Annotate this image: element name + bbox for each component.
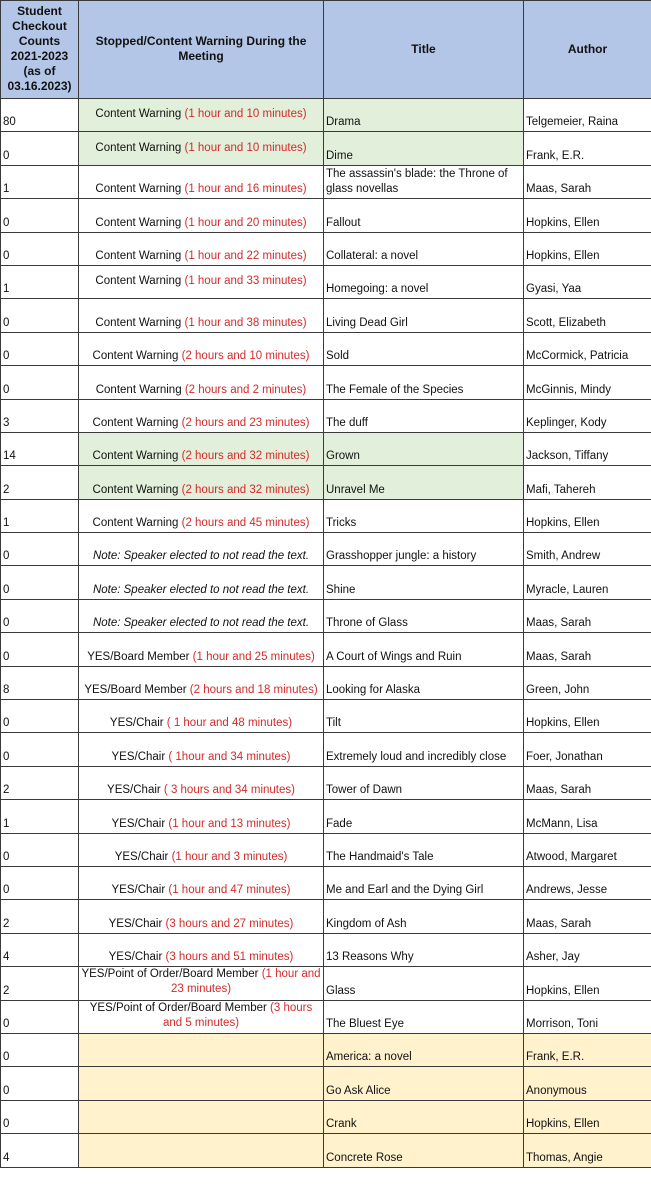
table-row	[1, 833, 651, 866]
table-row	[1, 666, 651, 699]
checkout-count-cell[interactable]: 0	[1, 332, 79, 365]
status-cell[interactable]	[79, 1000, 324, 1033]
table-row	[1, 366, 651, 399]
timing-text: (1 hour and 25 minutes)	[192, 650, 315, 663]
title-cell[interactable]: A Court of Wings and Ruin	[324, 633, 524, 666]
status-cell[interactable]	[79, 866, 324, 899]
title-cell[interactable]: Glass	[324, 967, 524, 1000]
table-row	[1, 99, 651, 132]
status-text: Content Warning	[92, 450, 179, 463]
status-text: Content Warning	[95, 383, 182, 396]
author-cell[interactable]: Scott, Elizabeth	[524, 299, 651, 332]
status-cell[interactable]	[79, 1067, 324, 1100]
checkout-count-cell[interactable]: 0	[1, 1033, 79, 1066]
timing-text: (1 hour and 23 minutes)	[170, 968, 321, 996]
status-text: Note: Speaker elected to not read the text.	[92, 617, 310, 630]
header-row	[1, 1, 651, 99]
title-cell[interactable]: Concrete Rose	[324, 1134, 524, 1167]
table-body	[1, 99, 651, 1168]
checkout-count-cell[interactable]: 0	[1, 1100, 79, 1133]
status-cell[interactable]	[79, 766, 324, 799]
checkout-count-cell[interactable]: 0	[1, 833, 79, 866]
author-cell[interactable]: Thomas, Angie	[524, 1134, 651, 1167]
checkout-count-cell[interactable]: 0	[1, 232, 79, 265]
timing-text: (1 hour and 3 minutes)	[171, 850, 288, 863]
timing-text: (2 hours and 45 minutes)	[181, 517, 310, 530]
table-row	[1, 967, 651, 1000]
table-row	[1, 1100, 651, 1133]
status-cell[interactable]	[79, 99, 324, 132]
author-cell[interactable]: Morrison, Toni	[524, 1000, 651, 1033]
author-cell[interactable]: McGinnis, Mindy	[524, 366, 651, 399]
author-cell[interactable]: Maas, Sarah	[524, 900, 651, 933]
author-cell[interactable]: McMann, Lisa	[524, 800, 651, 833]
timing-text: (2 hours and 10 minutes)	[181, 350, 310, 363]
timing-text: (1 hour and 10 minutes)	[184, 141, 307, 154]
status-cell[interactable]	[79, 199, 324, 232]
status-cell[interactable]	[79, 165, 324, 198]
timing-text: (3 hours and 51 minutes)	[165, 951, 294, 964]
checkout-count-cell[interactable]: 0	[1, 566, 79, 599]
title-cell[interactable]: Fade	[324, 800, 524, 833]
author-cell[interactable]: Hopkins, Ellen	[524, 700, 651, 733]
table-row	[1, 466, 651, 499]
timing-text: (2 hours and 2 minutes)	[184, 383, 307, 396]
status-text: Content Warning	[95, 249, 182, 262]
status-cell[interactable]	[79, 432, 324, 465]
status-cell[interactable]	[79, 900, 324, 933]
checkout-count-cell[interactable]: 3	[1, 399, 79, 432]
checkout-count-cell[interactable]: 0	[1, 700, 79, 733]
timing-text: (1 hour and 33 minutes)	[184, 275, 307, 288]
status-text: Note: Speaker elected to not read the text.	[92, 550, 310, 563]
title-cell[interactable]: 13 Reasons Why	[324, 933, 524, 966]
timing-text: (1 hour and 47 minutes)	[168, 884, 291, 897]
checkout-count-cell[interactable]: 0	[1, 599, 79, 632]
title-cell[interactable]: Grown	[324, 432, 524, 465]
status-cell[interactable]	[79, 599, 324, 632]
author-cell[interactable]: Andrews, Jesse	[524, 866, 651, 899]
author-cell[interactable]: Gyasi, Yaa	[524, 265, 651, 298]
title-cell[interactable]: The Handmaid's Tale	[324, 833, 524, 866]
author-cell[interactable]: Smith, Andrew	[524, 533, 651, 566]
status-text: Note: Speaker elected to not read the text.	[92, 583, 310, 596]
header-status[interactable]: Stopped/Content Warning During the Meeting	[79, 1, 324, 99]
checkout-count-cell[interactable]: 1	[1, 499, 79, 532]
table-row	[1, 599, 651, 632]
author-cell[interactable]: Jackson, Tiffany	[524, 432, 651, 465]
table-row	[1, 566, 651, 599]
status-cell[interactable]	[79, 1134, 324, 1167]
status-cell[interactable]	[79, 733, 324, 766]
table-row	[1, 933, 651, 966]
title-cell[interactable]: America: a novel	[324, 1033, 524, 1066]
checkout-count-cell[interactable]: 0	[1, 1000, 79, 1033]
status-text: YES/Point of Order/Board Member	[89, 1001, 267, 1014]
title-cell[interactable]: Dime	[324, 132, 524, 165]
header-title[interactable]: Title	[324, 1, 524, 99]
checkout-count-cell[interactable]: 0	[1, 866, 79, 899]
table-row	[1, 866, 651, 899]
table-row	[1, 1033, 651, 1066]
timing-text: (2 hours and 18 minutes)	[189, 684, 318, 697]
title-cell[interactable]: Living Dead Girl	[324, 299, 524, 332]
author-cell[interactable]: Frank, E.R.	[524, 132, 651, 165]
author-cell[interactable]: Hopkins, Ellen	[524, 232, 651, 265]
checkout-count-cell[interactable]: 2	[1, 466, 79, 499]
checkout-count-cell[interactable]: 80	[1, 99, 79, 132]
status-text: YES/Chair	[108, 917, 163, 930]
author-cell[interactable]: Green, John	[524, 666, 651, 699]
timing-text: (1 hour and 20 minutes)	[184, 216, 307, 229]
table-row	[1, 265, 651, 298]
status-cell[interactable]	[79, 833, 324, 866]
author-cell[interactable]: Maas, Sarah	[524, 633, 651, 666]
title-cell[interactable]: Collateral: a novel	[324, 232, 524, 265]
status-cell[interactable]	[79, 1033, 324, 1066]
author-cell[interactable]: Maas, Sarah	[524, 165, 651, 198]
checkout-count-cell[interactable]: 0	[1, 633, 79, 666]
title-cell[interactable]: Sold	[324, 332, 524, 365]
title-cell[interactable]: Crank	[324, 1100, 524, 1133]
checkout-count-cell[interactable]: 0	[1, 733, 79, 766]
table-row	[1, 900, 651, 933]
title-cell[interactable]: Tower of Dawn	[324, 766, 524, 799]
table-row	[1, 399, 651, 432]
status-cell[interactable]	[79, 666, 324, 699]
table-row	[1, 1134, 651, 1167]
author-cell[interactable]: Telgemeier, Raina	[524, 99, 651, 132]
author-cell[interactable]: Mafi, Tahereh	[524, 466, 651, 499]
checkout-count-cell[interactable]: 1	[1, 800, 79, 833]
status-text: Content Warning	[95, 275, 182, 288]
title-cell[interactable]: The Bluest Eye	[324, 1000, 524, 1033]
status-cell[interactable]	[79, 466, 324, 499]
status-cell[interactable]	[79, 332, 324, 365]
checkout-count-cell[interactable]: 0	[1, 132, 79, 165]
title-cell[interactable]: Me and Earl and the Dying Girl	[324, 866, 524, 899]
title-cell[interactable]: Unravel Me	[324, 466, 524, 499]
title-cell[interactable]: Drama	[324, 99, 524, 132]
author-cell[interactable]: Hopkins, Ellen	[524, 499, 651, 532]
table-row	[1, 499, 651, 532]
table-row	[1, 165, 651, 198]
status-text: Content Warning	[92, 517, 179, 530]
author-cell[interactable]: Maas, Sarah	[524, 599, 651, 632]
table-row	[1, 766, 651, 799]
title-cell[interactable]: Tricks	[324, 499, 524, 532]
title-cell[interactable]: Go Ask Alice	[324, 1067, 524, 1100]
title-cell[interactable]: Kingdom of Ash	[324, 900, 524, 933]
checkout-count-cell[interactable]: 0	[1, 199, 79, 232]
status-text: Content Warning	[95, 216, 182, 229]
author-cell[interactable]: Atwood, Margaret	[524, 833, 651, 866]
status-text: Content Warning	[95, 183, 182, 196]
table-row	[1, 232, 651, 265]
author-cell[interactable]: Frank, E.R.	[524, 1033, 651, 1066]
title-cell[interactable]: Homegoing: a novel	[324, 265, 524, 298]
title-cell[interactable]: Looking for Alaska	[324, 666, 524, 699]
header-checkout-counts[interactable]: Student Checkout Counts 2021-2023 (as of 03.16.2023)	[1, 1, 79, 99]
checkout-count-cell[interactable]: 2	[1, 766, 79, 799]
timing-text: (1 hour and 22 minutes)	[184, 249, 307, 262]
timing-text: (1 hour and 10 minutes)	[184, 108, 307, 121]
checkout-count-cell[interactable]: 1	[1, 265, 79, 298]
title-cell[interactable]: The Female of the Species	[324, 366, 524, 399]
checkout-count-cell[interactable]: 2	[1, 967, 79, 1000]
status-cell[interactable]	[79, 566, 324, 599]
table-row	[1, 633, 651, 666]
status-text: Content Warning	[95, 108, 182, 121]
status-cell[interactable]	[79, 533, 324, 566]
table-row	[1, 199, 651, 232]
title-cell[interactable]: Grasshopper jungle: a history	[324, 533, 524, 566]
checkout-count-cell[interactable]: 0	[1, 533, 79, 566]
status-text: YES/Chair	[107, 784, 161, 797]
table-row	[1, 1067, 651, 1100]
table-row	[1, 733, 651, 766]
author-cell[interactable]: McCormick, Patricia	[524, 332, 651, 365]
title-cell[interactable]: The assassin's blade: the Throne of glass novellas	[324, 165, 524, 198]
table-row	[1, 332, 651, 365]
title-cell[interactable]: Fallout	[324, 199, 524, 232]
timing-text: ( 1hour and 34 minutes)	[168, 750, 291, 763]
checkout-count-cell[interactable]: 14	[1, 432, 79, 465]
timing-text: (2 hours and 32 minutes)	[181, 483, 310, 496]
checkout-count-cell[interactable]: 0	[1, 366, 79, 399]
checkout-count-cell[interactable]: 8	[1, 666, 79, 699]
checkout-count-cell[interactable]: 4	[1, 1134, 79, 1167]
timing-text: (3 hours and 27 minutes)	[165, 917, 294, 930]
author-cell[interactable]: Myracle, Lauren	[524, 566, 651, 599]
title-cell[interactable]: Shine	[324, 566, 524, 599]
checkout-count-cell[interactable]: 0	[1, 299, 79, 332]
table-header	[1, 1, 651, 99]
table-row	[1, 432, 651, 465]
title-cell[interactable]: Extremely loud and incredibly close	[324, 733, 524, 766]
status-cell[interactable]	[79, 399, 324, 432]
author-cell[interactable]: Hopkins, Ellen	[524, 1100, 651, 1133]
checkout-count-cell[interactable]: 1	[1, 165, 79, 198]
status-cell[interactable]	[79, 933, 324, 966]
status-text: YES/Chair	[108, 951, 163, 964]
status-text: Content Warning	[95, 141, 182, 154]
status-cell[interactable]	[79, 232, 324, 265]
author-cell[interactable]: Hopkins, Ellen	[524, 199, 651, 232]
author-cell[interactable]: Maas, Sarah	[524, 766, 651, 799]
author-cell[interactable]: Foer, Jonathan	[524, 733, 651, 766]
status-cell[interactable]	[79, 967, 324, 1000]
status-cell[interactable]	[79, 132, 324, 165]
status-cell[interactable]	[79, 1100, 324, 1133]
status-text: Content Warning	[95, 316, 182, 329]
author-cell[interactable]: Hopkins, Ellen	[524, 967, 651, 1000]
status-text: YES/Chair	[111, 750, 166, 763]
table-row	[1, 132, 651, 165]
header-author[interactable]: Author	[524, 1, 651, 99]
status-text: YES/Board Member	[84, 684, 187, 697]
timing-text: (1 hour and 38 minutes)	[184, 316, 307, 329]
status-cell[interactable]	[79, 499, 324, 532]
author-cell[interactable]: Anonymous	[524, 1067, 651, 1100]
status-cell[interactable]	[79, 366, 324, 399]
author-cell[interactable]: Asher, Jay	[524, 933, 651, 966]
status-cell[interactable]	[79, 265, 324, 298]
status-text: YES/Chair	[109, 717, 164, 730]
status-text: YES/Chair	[111, 884, 166, 897]
status-text: YES/Point of Order/Board Member	[81, 968, 259, 981]
author-cell[interactable]: Keplinger, Kody	[524, 399, 651, 432]
timing-text: (3 hours and 5 minutes)	[162, 1001, 313, 1029]
timing-text: (1 hour and 13 minutes)	[168, 817, 291, 830]
timing-text: (2 hours and 23 minutes)	[181, 416, 310, 429]
status-cell[interactable]	[79, 700, 324, 733]
status-text: YES/Chair	[111, 817, 166, 830]
table-row	[1, 800, 651, 833]
status-text: Content Warning	[92, 416, 179, 429]
status-text: YES/Board Member	[87, 650, 190, 663]
title-cell[interactable]: Throne of Glass	[324, 599, 524, 632]
timing-text: (1 hour and 16 minutes)	[184, 183, 307, 196]
status-text: YES/Chair	[114, 850, 169, 863]
title-cell[interactable]: The duff	[324, 399, 524, 432]
table-row	[1, 299, 651, 332]
status-cell[interactable]	[79, 299, 324, 332]
table-row	[1, 533, 651, 566]
checkout-count-cell[interactable]: 0	[1, 1067, 79, 1100]
timing-text: (2 hours and 32 minutes)	[181, 450, 310, 463]
status-text: Content Warning	[92, 483, 179, 496]
timing-text: ( 3 hours and 34 minutes)	[163, 784, 295, 797]
status-cell[interactable]	[79, 633, 324, 666]
table-row	[1, 1000, 651, 1033]
status-cell[interactable]	[79, 800, 324, 833]
table-row	[1, 700, 651, 733]
title-cell[interactable]: Tilt	[324, 700, 524, 733]
timing-text: ( 1 hour and 48 minutes)	[166, 717, 293, 730]
status-text: Content Warning	[92, 350, 179, 363]
checkout-count-cell[interactable]: 4	[1, 933, 79, 966]
checkout-count-cell[interactable]: 2	[1, 900, 79, 933]
